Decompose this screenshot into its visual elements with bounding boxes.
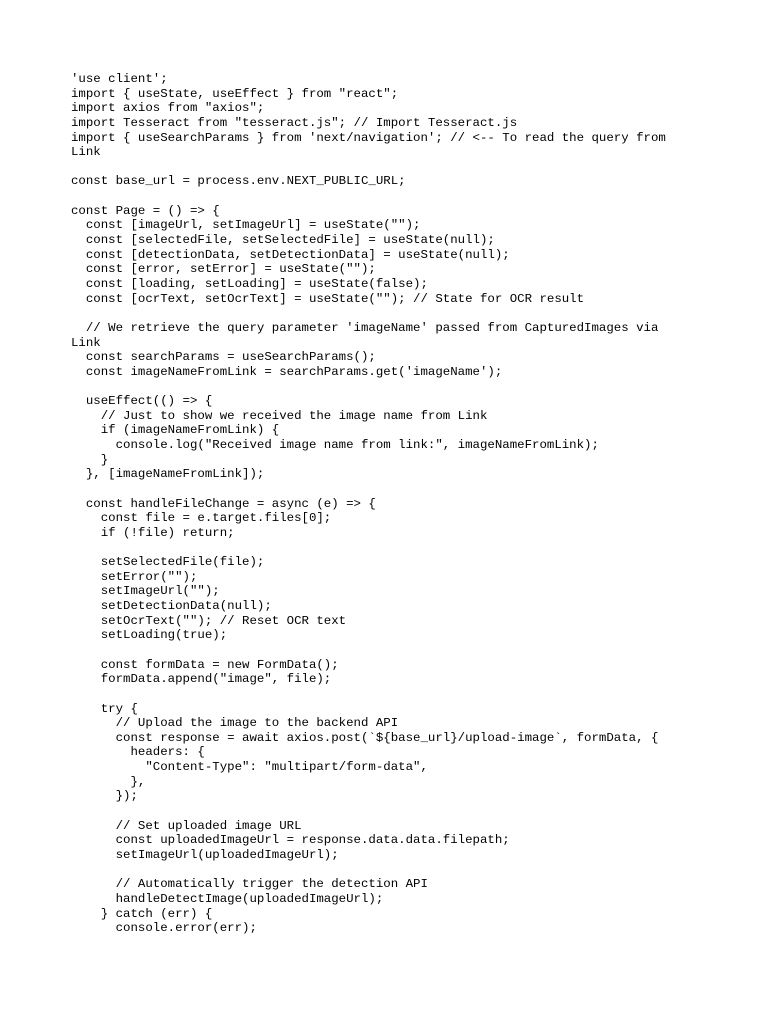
code-line: 'use client'; — [71, 72, 168, 86]
code-line: setLoading(true); — [71, 628, 228, 643]
code-line: const uploadedImageUrl = response.data.data.filepath; — [71, 833, 510, 848]
code-line — [71, 306, 711, 321]
code-line: setDetectionData(null); — [71, 599, 272, 614]
code-line: import axios from "axios"; — [71, 101, 265, 116]
code-line — [71, 643, 711, 658]
code-line: }, [imageNameFromLink]); — [71, 467, 265, 482]
code-line — [71, 863, 711, 878]
code-line: const [ocrText, setOcrText] = useState(""); // State for OCR result — [71, 291, 585, 306]
code-line: // Upload the image to the backend API — [71, 716, 399, 731]
code-line: const [selectedFile, setSelectedFile] = useState(null); — [71, 233, 495, 248]
code-line: headers: { — [71, 745, 205, 760]
code-line: const file = e.target.files[0]; — [71, 511, 332, 526]
code-line: useEffect(() => { — [71, 394, 213, 409]
code-line: setImageUrl(""); — [71, 584, 220, 599]
code-line: const base_url = process.env.NEXT_PUBLIC_URL; — [71, 174, 406, 189]
code-line: const handleFileChange = async (e) => { — [71, 496, 376, 511]
code-line: }, — [71, 774, 146, 789]
code-line: setSelectedFile(file); — [71, 555, 265, 570]
code-line: const searchParams = useSearchParams(); — [71, 350, 376, 365]
code-line: Link — [71, 145, 101, 160]
code-block — [71, 72, 711, 936]
code-line — [71, 160, 711, 175]
code-line: Link — [71, 335, 101, 350]
code-line — [71, 189, 711, 204]
code-line — [71, 687, 711, 702]
code-line: // We retrieve the query parameter 'imageName' passed from CapturedImages via — [71, 320, 659, 335]
code-line: if (imageNameFromLink) { — [71, 423, 280, 438]
code-line — [71, 482, 711, 497]
code-line: setError(""); — [71, 569, 198, 584]
code-line: const formData = new FormData(); — [71, 657, 339, 672]
code-line: } catch (err) { — [71, 906, 213, 921]
code-line: if (!file) return; — [71, 525, 235, 540]
code-line: setOcrText(""); // Reset OCR text — [71, 613, 347, 628]
code-line: // Automatically trigger the detection API — [71, 877, 428, 892]
code-line: const [imageUrl, setImageUrl] = useState(""); — [71, 218, 421, 233]
code-line: const Page = () => { — [71, 203, 220, 218]
code-line — [71, 804, 711, 819]
code-line: const imageNameFromLink = searchParams.get('imageName'); — [71, 364, 503, 379]
code-line: const [error, setError] = useState(""); — [71, 262, 376, 277]
code-line: setImageUrl(uploadedImageUrl); — [71, 847, 339, 862]
code-line: const [detectionData, setDetectionData] = useState(null); — [71, 247, 510, 262]
code-line: console.log("Received image name from link:", imageNameFromLink); — [71, 438, 599, 453]
code-line: "Content-Type": "multipart/form-data", — [71, 760, 428, 775]
code-line: const response = await axios.post(`${base_url}/upload-image`, formData, { — [71, 730, 659, 745]
code-line: formData.append("image", file); — [71, 672, 332, 687]
code-line: console.error(err); — [71, 921, 257, 936]
code-line: // Just to show we received the image name from Link — [71, 408, 488, 423]
code-line: handleDetectImage(uploadedImageUrl); — [71, 891, 384, 906]
code-line: import { useState, useEffect } from "react"; — [71, 86, 399, 101]
code-line: // Set uploaded image URL — [71, 818, 302, 833]
code-line: }); — [71, 789, 138, 804]
code-line — [71, 379, 711, 394]
code-line: import Tesseract from "tesseract.js"; // Import Tesseract.js — [71, 115, 518, 130]
code-line: try { — [71, 701, 138, 716]
code-line: } — [71, 452, 109, 467]
code-line — [71, 541, 711, 556]
code-line: const [loading, setLoading] = useState(false); — [71, 276, 428, 291]
code-line: import { useSearchParams } from 'next/navigation'; // <-- To read the query from — [71, 130, 666, 145]
